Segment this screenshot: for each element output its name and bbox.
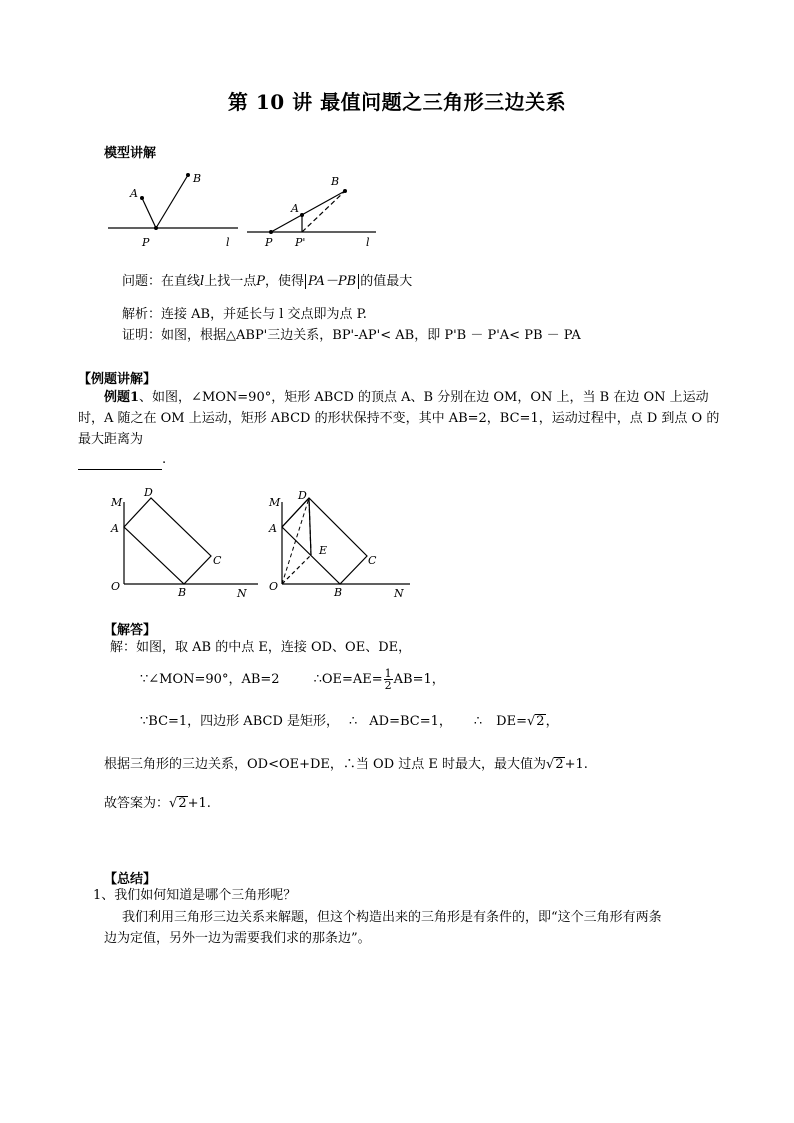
label-n: N	[237, 587, 247, 600]
summary-answer-line-1: 我们利用三角形三边关系来解题，但这个构造出来的三角形是有条件的，即“这个三角形有两条	[122, 910, 662, 925]
answer-blank	[78, 457, 162, 470]
example-line-1: 例题1、如图，∠MON=90°，矩形 ABCD 的顶点 A、B 分别在边 OM，ON 上，当 B 在边 ON 上运动	[104, 390, 709, 405]
label-e: E	[319, 544, 328, 557]
label-l: l	[366, 236, 370, 249]
label-m: M	[111, 496, 123, 509]
label-b: B	[178, 586, 187, 599]
answer-line-4: 根据三角形的三边关系，OD<OE+DE，∴当 OD 过点 E 时最大，最大值为√2+1.	[104, 757, 588, 772]
point-a	[300, 213, 304, 217]
point-a	[140, 196, 144, 200]
point-p	[269, 230, 273, 234]
summary-answer-line-2: 边为定值，另外一边为需要我们求的那条边”。	[104, 931, 371, 946]
point-p	[154, 226, 158, 230]
example-line-3: 最大距离为	[78, 432, 144, 447]
segment-ad	[282, 498, 309, 527]
answer-final: 故答案为：√2+1.	[104, 796, 211, 811]
label-d: D	[144, 486, 153, 499]
label-b: B	[331, 175, 340, 188]
label-o: O	[269, 580, 279, 593]
example-heading: 【例题讲解】	[78, 372, 157, 387]
model-analysis: 解析：连接 AB，并延长与 l 交点即为点 P.	[122, 307, 367, 322]
summary-question-1: 1、我们如何知道是哪个三角形呢？	[93, 888, 297, 903]
label-m: M	[269, 496, 281, 509]
label-b: B	[334, 586, 343, 599]
model-problem: 问题：在直线l上找一点P，使得 PA－PB 的值最大	[122, 274, 413, 289]
segment-od	[282, 498, 309, 584]
answer-line-3: ∵BC=1，四边形 ABCD 是矩形， ∴ AD=BC=1， ∴ DE=√2，	[140, 714, 559, 729]
rectangle-abcd	[282, 498, 367, 584]
segment-bp	[156, 175, 188, 228]
label-c: C	[368, 554, 377, 567]
fraction-one-half: $\frac{1}{2}$	[384, 667, 392, 692]
example-figure-1	[106, 484, 266, 602]
model-heading: 模型讲解	[104, 146, 157, 161]
rectangle-abcd	[124, 498, 211, 584]
answer-heading: 【解答】	[104, 623, 157, 638]
segment-ap	[142, 198, 156, 228]
model-proof: 证明：如图，根据△ABP'三边关系，BP'-AP'< AB，即 P'B － P'A< PB － PA	[122, 328, 581, 343]
answer-line-2: ∵∠MON=90°，AB=2 ∴OE=AE= $\frac{1}{2}$ AB=1，	[140, 667, 445, 692]
answer-line-1: 解：如图，取 AB 的中点 E，连接 OD、OE、DE，	[110, 640, 412, 655]
example-figure-2	[264, 484, 414, 602]
label-a: A	[269, 522, 277, 535]
label-a: A	[130, 187, 138, 200]
label-l: l	[226, 236, 230, 249]
summary-heading: 【总结】	[104, 872, 157, 887]
model-figure-1	[100, 168, 245, 250]
label-d: D	[298, 489, 307, 502]
example-line-2: 时，A 随之在 OM 上运动，矩形 ABCD 的形状保持不变，其中 AB=2，BC=1，运动过程中，点 D 到点 O 的	[78, 411, 720, 426]
point-b	[343, 189, 347, 193]
label-p: P	[142, 236, 150, 249]
label-c: C	[213, 554, 222, 567]
label-b: B	[193, 172, 202, 185]
label-p-prime: P'	[295, 236, 306, 249]
point-b	[186, 173, 190, 177]
model-figure-2	[245, 172, 380, 252]
label-p: P	[265, 236, 273, 249]
label-n: N	[394, 587, 404, 600]
page-title: 第 10 讲 最值问题之三角形三边关系	[227, 90, 567, 114]
label-o: O	[111, 580, 121, 593]
example-answer-blank: .	[78, 450, 166, 470]
label-a: A	[111, 522, 119, 535]
label-a: A	[291, 202, 299, 215]
